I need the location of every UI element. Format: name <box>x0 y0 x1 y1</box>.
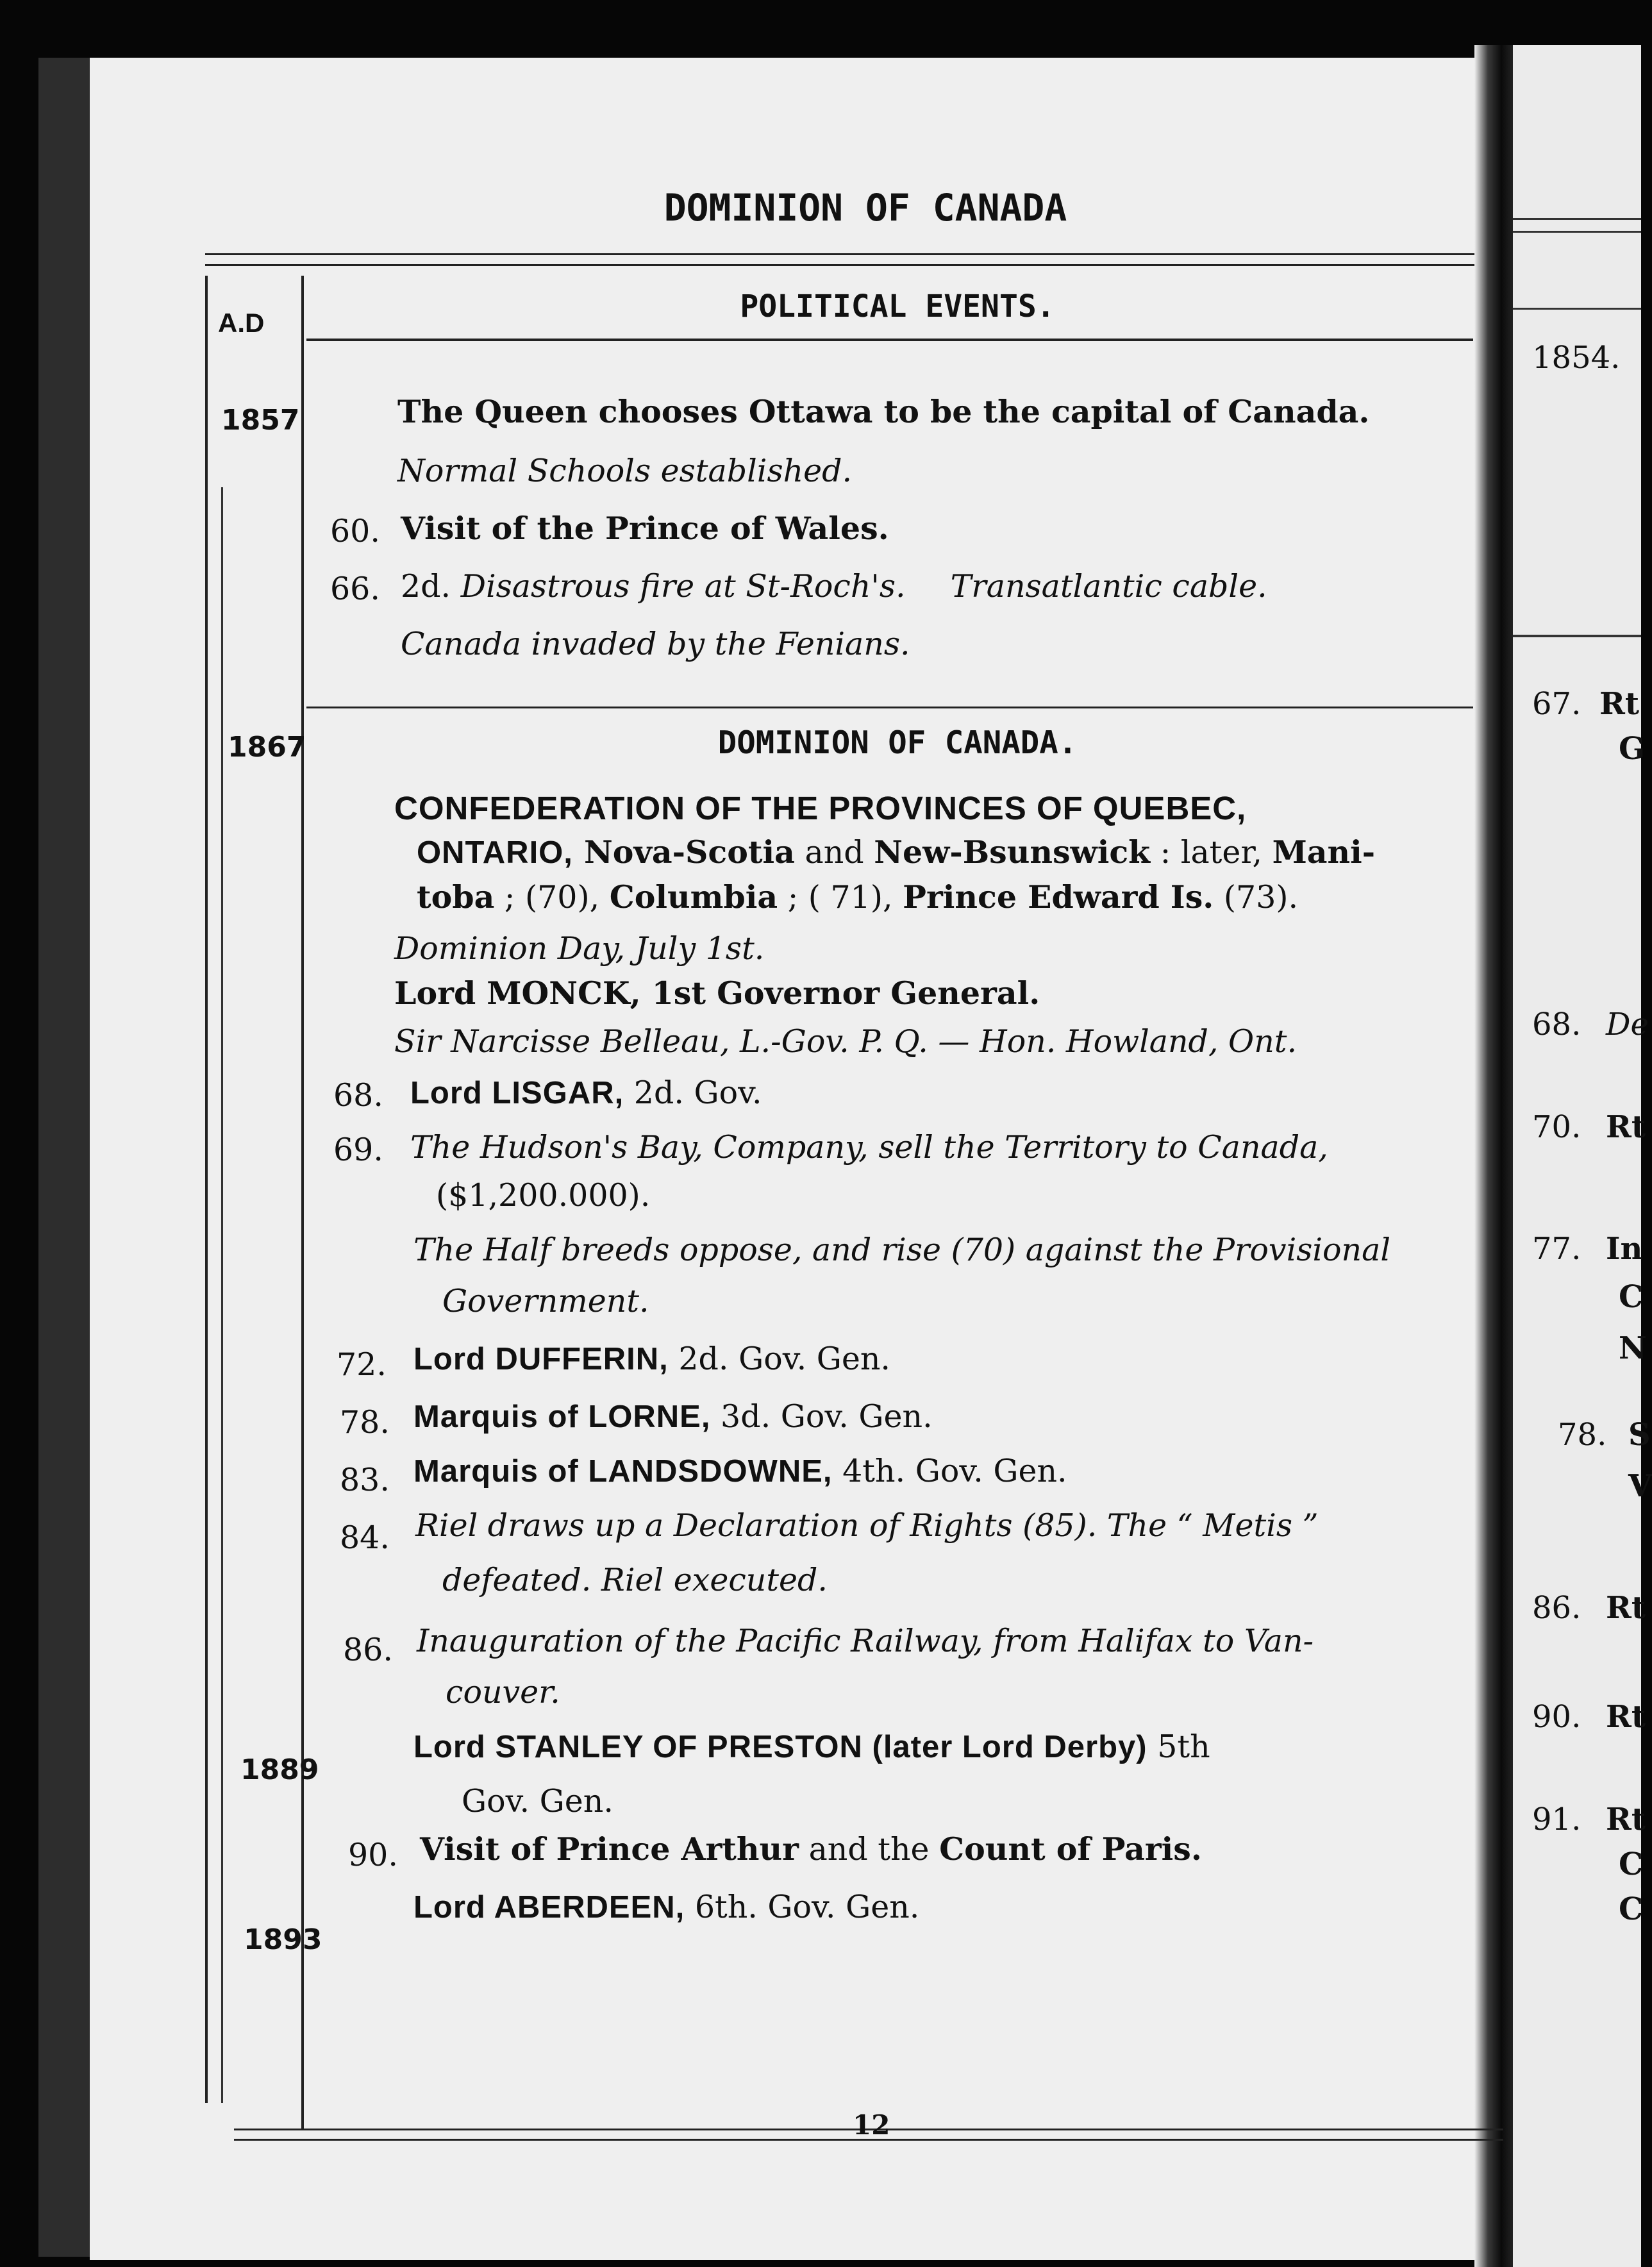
adjacent-rule <box>1513 635 1641 637</box>
header-rule <box>306 339 1473 341</box>
year-suffix: 83. <box>340 1462 390 1498</box>
adjacent-fragment: G <box>1619 731 1645 767</box>
event-line: Visit of the Prince of Wales. <box>401 510 889 547</box>
event-text: (73). <box>1214 879 1299 916</box>
frame-rule-left <box>221 487 223 2103</box>
adjacent-fragment: C <box>1619 1891 1644 1927</box>
adjacent-fragment: In <box>1606 1231 1643 1267</box>
event-text: 2d. Gov. <box>624 1075 762 1111</box>
event-line: ($1,200.000). <box>436 1177 651 1214</box>
adjacent-fragment: C <box>1619 1846 1644 1882</box>
event-line <box>413 1891 919 1923</box>
adjacent-fragment: 86. <box>1532 1590 1581 1626</box>
event-text: toba <box>417 878 495 916</box>
section-rule <box>306 707 1473 708</box>
event-text: Count of Paris. <box>939 1830 1202 1868</box>
event-line: Normal Schools established. <box>397 453 853 489</box>
event-text: Prince Edward Is. <box>903 878 1214 916</box>
event-text: Columbia <box>609 878 778 916</box>
event-line <box>420 1830 1202 1868</box>
event-text: ; ( 71), <box>778 879 903 916</box>
adjacent-fragment: 68. <box>1532 1007 1581 1042</box>
events-column-header: POLITICAL EVENTS. <box>740 289 1055 324</box>
adjacent-fragment: Rt <box>1606 1109 1646 1145</box>
event-line: The Hudson's Bay, Company, sell the Territory to Canada, <box>410 1129 1328 1166</box>
year-suffix: 68. <box>333 1077 383 1114</box>
event-line: CONFEDERATION OF THE PROVINCES OF QUEBEC, <box>394 790 1247 826</box>
year-suffix: 84. <box>340 1519 390 1556</box>
event-line: Lord MONCK, 1st Governor General. <box>394 975 1040 1012</box>
adjacent-fragment: 77. <box>1532 1231 1581 1267</box>
year-column-header: A.D <box>218 308 265 338</box>
event-line <box>413 1455 1067 1487</box>
frame-rule-top <box>205 264 1474 266</box>
section-heading: DOMINION OF CANADA. <box>717 724 1078 761</box>
event-line <box>410 1077 762 1109</box>
event-text: 2d. <box>401 568 461 605</box>
adjacent-rule <box>1513 218 1641 220</box>
event-text: 6th. Gov. Gen. <box>685 1889 920 1925</box>
event-line: Canada invaded by the Fenians. <box>401 626 910 662</box>
year-suffix: 60. <box>330 513 380 549</box>
event-text: New-Bsunswick <box>874 833 1151 871</box>
adjacent-fragment: Rt <box>1606 1802 1646 1837</box>
adjacent-fragment: De <box>1606 1007 1649 1042</box>
event-text: Marquis of LORNE, <box>413 1400 711 1434</box>
event-text: and <box>794 834 874 871</box>
event-line: The Half breeds oppose, and rise (70) against the Provisional <box>413 1232 1391 1268</box>
frame-rule-left <box>205 276 208 2103</box>
column-divider <box>301 276 304 2129</box>
event-text: Transatlantic cable. <box>950 568 1267 605</box>
page-gutter <box>1474 45 1513 2267</box>
event-text: 3d. Gov. Gen. <box>710 1398 933 1435</box>
event-line <box>413 1343 890 1375</box>
event-line: Riel draws up a Declaration of Rights (85). The “ Metis ” <box>415 1507 1319 1544</box>
event-text: Visit of Prince Arthur <box>420 1830 799 1868</box>
event-text: Lord LISGAR, <box>410 1076 624 1110</box>
adjacent-fragment: Rt <box>1606 1699 1646 1735</box>
adjacent-fragment: S <box>1628 1417 1651 1453</box>
book-spine-shadow <box>38 58 92 2257</box>
event-text: and the <box>799 1831 940 1868</box>
event-text: Disastrous fire at St-Roch's. <box>460 568 906 605</box>
year-label: 1857 <box>221 404 300 437</box>
event-text: 2d. Gov. Gen. <box>668 1341 891 1377</box>
frame-rule-top <box>205 253 1474 255</box>
event-line: Government. <box>442 1283 649 1319</box>
year-suffix: 72. <box>337 1346 387 1383</box>
event-line <box>413 1728 1210 1765</box>
event-text: : later, <box>1150 834 1272 871</box>
adjacent-fragment: Rt <box>1606 1590 1646 1626</box>
adjacent-fragment: 90. <box>1532 1699 1581 1735</box>
page-title: DOMINION OF CANADA <box>663 186 1067 230</box>
adjacent-fragment: N <box>1619 1330 1647 1366</box>
adjacent-fragment: 67. <box>1532 686 1581 722</box>
event-text: ONTARIO, <box>417 835 573 870</box>
event-line: Gov. Gen. <box>462 1783 613 1819</box>
year-suffix: 66. <box>330 571 380 607</box>
event-line <box>401 568 1267 605</box>
adjacent-fragment: 1854. <box>1532 340 1621 376</box>
adjacent-fragment: 78. <box>1558 1417 1607 1453</box>
event-line <box>413 1398 933 1435</box>
adjacent-fragment: Rt <box>1599 686 1640 722</box>
adjacent-rule <box>1513 308 1641 310</box>
event-line: The Queen chooses Ottawa to be the capital of Canada. <box>397 393 1370 430</box>
year-label: 1889 <box>240 1753 319 1786</box>
adjacent-fragment: C <box>1619 1279 1644 1315</box>
year-suffix: 90. <box>348 1837 398 1873</box>
event-line: Inauguration of the Pacific Railway, from Halifax to Van- <box>417 1623 1314 1659</box>
year-label: 1867 <box>228 731 306 764</box>
event-text: Lord DUFFERIN, <box>413 1342 669 1376</box>
year-suffix: 69. <box>333 1132 383 1168</box>
event-line: Sir Narcisse Belleau, L.-Gov. P. Q. — Hon. Howland, Ont. <box>394 1023 1297 1060</box>
adjacent-fragment: V <box>1628 1468 1652 1504</box>
year-label: 1893 <box>244 1923 322 1956</box>
adjacent-page <box>1513 45 1652 2267</box>
event-line <box>417 833 1376 871</box>
event-line: couver. <box>446 1674 560 1711</box>
event-text: Mani- <box>1272 833 1376 871</box>
adjacent-fragment: 91. <box>1532 1802 1581 1837</box>
year-suffix: 86. <box>343 1632 393 1668</box>
event-text: Lord ABERDEEN, <box>413 1890 685 1925</box>
event-line: defeated. Riel executed. <box>442 1562 828 1598</box>
event-text: 5th <box>1147 1728 1210 1765</box>
event-text: 4th. Gov. Gen. <box>832 1453 1067 1489</box>
page-number: 12 <box>853 2109 890 2141</box>
adjacent-rule <box>1513 231 1641 233</box>
adjacent-fragment: 70. <box>1532 1109 1581 1145</box>
event-text: Nova-Scotia <box>572 833 795 871</box>
event-line: Dominion Day, July 1st. <box>394 930 765 967</box>
event-text: Marquis of LANDSDOWNE, <box>413 1454 833 1489</box>
event-text: ; (70), <box>494 879 610 916</box>
event-text: Lord STANLEY OF PRESTON (later Lord Derby) <box>413 1730 1147 1764</box>
event-line <box>417 878 1299 916</box>
year-suffix: 78. <box>340 1404 390 1441</box>
